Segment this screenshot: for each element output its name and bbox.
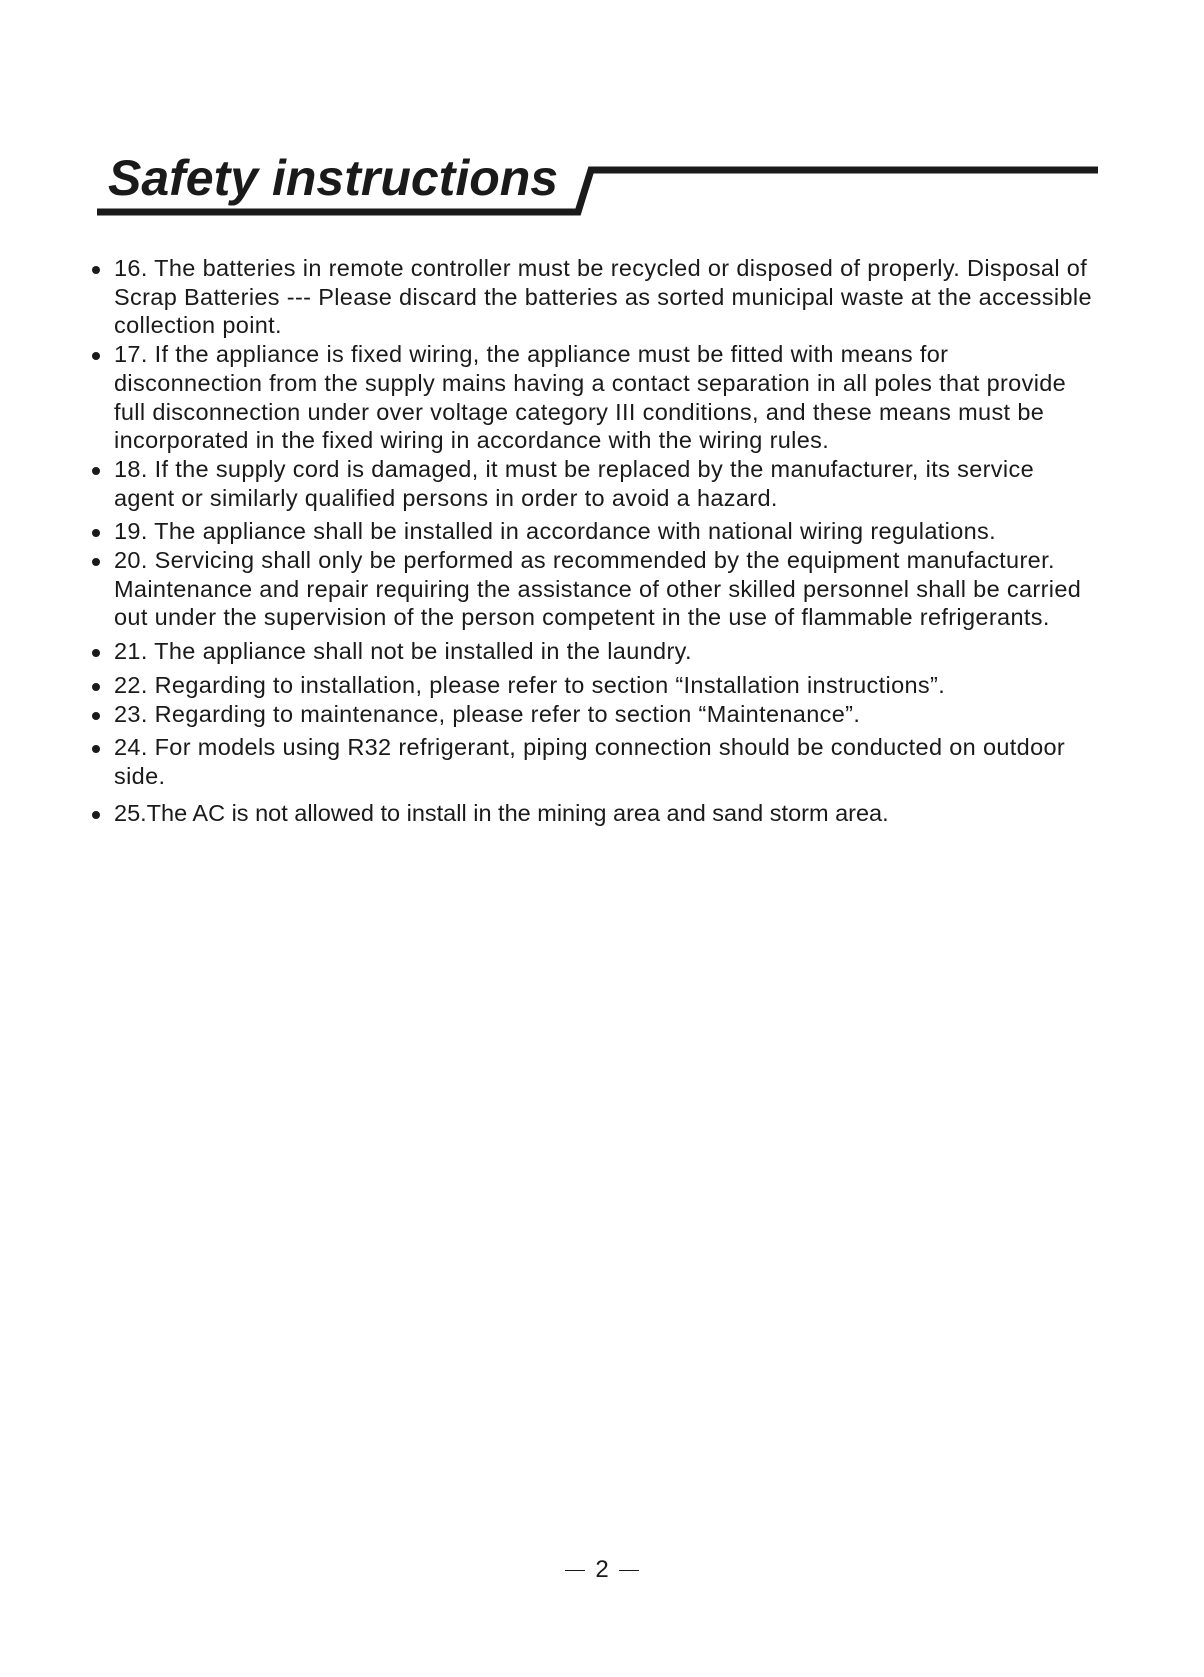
list-item: [91, 455, 1101, 512]
list-item-text: 19. The appliance shall be installed in accordance with national wiring regulations.: [114, 518, 997, 545]
list-item: [91, 671, 1101, 700]
bullet-icon: [92, 683, 100, 691]
bullet-icon: [92, 811, 100, 819]
list-item: [91, 340, 1101, 455]
dash-left: [565, 1570, 585, 1572]
dash-right: [619, 1570, 639, 1572]
list-item-text: 22. Regarding to installation, please refer to section “Installation instructions”.: [114, 671, 946, 698]
page-title: Safety instructions: [108, 150, 559, 206]
list-item: [91, 517, 1101, 546]
bullet-icon: [92, 745, 100, 753]
section-header: [0, 0, 1204, 230]
list-item: [91, 637, 1101, 666]
bullet-icon: [92, 649, 100, 657]
list-item-text: 25.The AC is not allowed to install in the mining area and sand storm area.: [114, 799, 889, 826]
list-item: [91, 546, 1101, 632]
page-number-value: 2: [595, 1556, 609, 1583]
bullet-icon: [92, 712, 100, 720]
bullet-icon: [92, 352, 100, 360]
list-item: [91, 799, 1101, 828]
list-item-text: 17. If the appliance is fixed wiring, the appliance must be fitted with means for disconnection from the supply mains having a contact separation in all poles that provide full disconnection under over voltage category III conditions, and these means must be incorporated in the fixed wiring in accordance with the wiring rules.: [114, 341, 1067, 454]
bullet-icon: [92, 529, 100, 537]
list-item: [91, 254, 1101, 340]
list-item-text: 23. Regarding to maintenance, please refer to section “Maintenance”.: [114, 700, 861, 727]
header-rule: [0, 0, 1204, 230]
list-item: [91, 700, 1101, 729]
bullet-icon: [92, 266, 100, 274]
list-item-text: 21. The appliance shall not be installed in the laundry.: [114, 638, 692, 665]
list-item-text: 16. The batteries in remote controller must be recycled or disposed of properly. Disposal of Scrap Batteries --- Please discard the batteries as sorted municipal waste at the accessible collection point.: [114, 255, 1092, 339]
list-item-text: 20. Servicing shall only be performed as recommended by the equipment manufacturer. Maintenance and repair requiring the assistance of other skilled personnel shall be carried out under the supervision of the person competent in the use of flammable refrigerants.: [114, 547, 1082, 631]
list-item-text: 18. If the supply cord is damaged, it must be replaced by the manufacturer, its service agent or similarly qualified persons in order to avoid a hazard.: [114, 455, 1034, 511]
bullet-icon: [92, 558, 100, 566]
bullet-icon: [92, 467, 100, 475]
page-number: [0, 1555, 1204, 1585]
list-item: [91, 733, 1101, 790]
safety-instructions-list: [91, 254, 1101, 827]
list-item-text: 24. For models using R32 refrigerant, piping connection should be conducted on outdoor side.: [114, 734, 1066, 789]
